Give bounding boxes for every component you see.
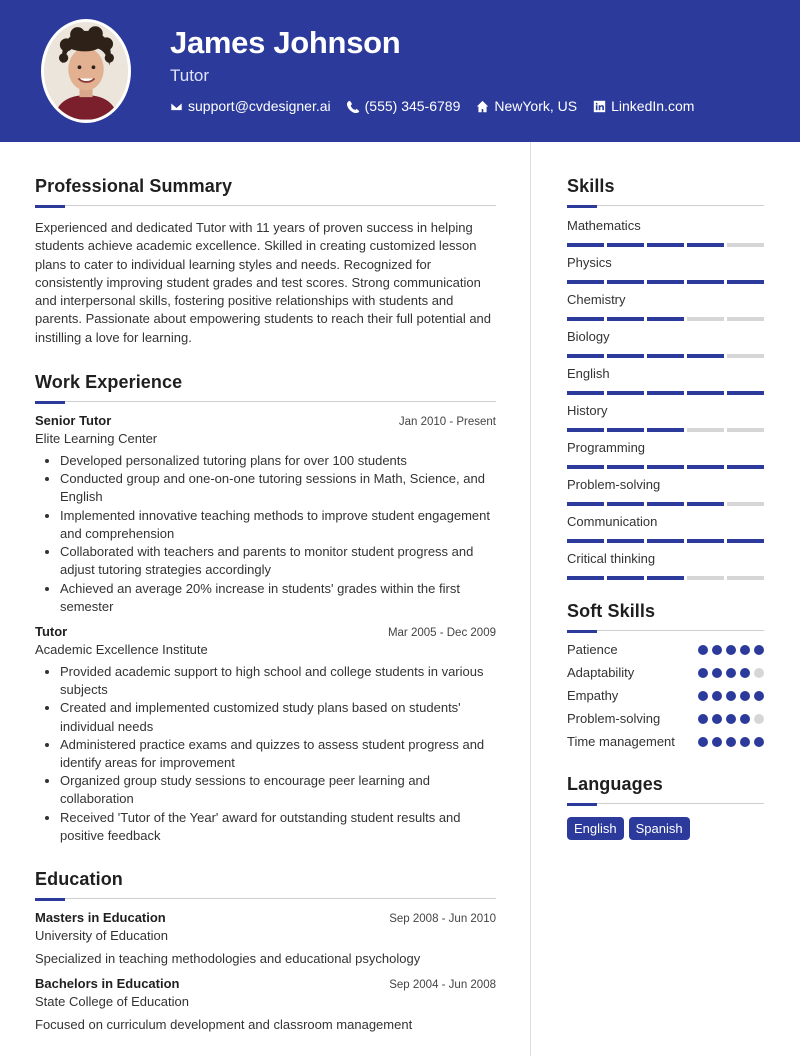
skill-bar-filled <box>647 354 684 358</box>
skill-name: History <box>567 403 608 418</box>
job-bullet: • Administered practice exams and quizzes to assess student progress and identify areas for improvement <box>60 736 496 772</box>
skill-bar-filled <box>687 502 724 506</box>
skill-bar-filled <box>567 502 604 506</box>
skill-bar-filled <box>567 317 604 321</box>
soft-skill-name: Time management <box>567 734 675 749</box>
rating-dot-empty <box>754 668 764 678</box>
skill-bar-empty <box>687 428 724 432</box>
skill-bar-empty <box>727 317 764 321</box>
skill-bar-filled <box>567 576 604 580</box>
skill-bar-filled <box>647 576 684 580</box>
education-heading: Education <box>35 868 123 889</box>
skill-bar-filled <box>607 539 644 543</box>
job-bullet: • Conducted group and one-on-one tutoring sessions in Math, Science, and English <box>60 470 496 506</box>
language-chip: Spanish <box>629 817 690 840</box>
skill-bar-filled <box>607 502 644 506</box>
soft-skill-item <box>567 733 764 751</box>
education-description: Focused on curriculum development and classroom management <box>35 1016 413 1032</box>
skill-bar-filled <box>647 391 684 395</box>
rating-dot-filled <box>712 691 722 701</box>
rating-dot-empty <box>754 714 764 724</box>
rating-dot-filled <box>726 691 736 701</box>
skill-bar-filled <box>567 243 604 247</box>
skill-bar-filled <box>727 391 764 395</box>
skill-bar-filled <box>607 428 644 432</box>
school-name: State College of Education <box>35 993 189 1009</box>
skill-level-bar <box>567 502 764 506</box>
section-divider <box>35 205 496 207</box>
job-bullet: • Achieved an average 20% increase in students' grades within the first semester <box>60 580 496 616</box>
job-entry <box>35 413 496 616</box>
skill-bar-filled <box>607 391 644 395</box>
skill-name: Mathematics <box>567 218 641 233</box>
contact-location[interactable] <box>476 98 577 114</box>
languages-section <box>567 774 764 840</box>
job-entry <box>35 624 496 845</box>
skill-item <box>567 403 764 432</box>
language-list <box>567 817 764 840</box>
rating-dot-filled <box>712 645 722 655</box>
skill-level-bar <box>567 391 764 395</box>
soft-skill-name: Problem-solving <box>567 711 661 726</box>
skills-heading: Skills <box>567 176 615 196</box>
skill-item <box>567 255 764 284</box>
main-column <box>35 176 496 1032</box>
rating-dot-filled <box>698 668 708 678</box>
skill-bar-filled <box>727 465 764 469</box>
rating-dot-filled <box>754 691 764 701</box>
skill-level-bar <box>567 243 764 247</box>
skill-level-bar <box>567 354 764 358</box>
experience-heading: Work Experience <box>35 372 183 393</box>
soft-skill-rating <box>698 668 764 678</box>
skill-bar-filled <box>647 280 684 284</box>
portrait-image <box>44 22 128 120</box>
skill-name: Biology <box>567 329 610 344</box>
soft-skills-list <box>567 641 764 751</box>
rating-dot-filled <box>726 737 736 747</box>
experience-section <box>35 372 496 845</box>
summary-heading: Professional Summary <box>35 176 233 196</box>
skill-bar-empty <box>727 502 764 506</box>
section-divider <box>567 803 764 805</box>
skill-bar-filled <box>687 539 724 543</box>
degree-name: Bachelors in Education <box>35 975 180 991</box>
rating-dot-filled <box>726 714 736 724</box>
rating-dot-filled <box>698 691 708 701</box>
skill-bar-filled <box>647 502 684 506</box>
skill-level-bar <box>567 539 764 543</box>
summary-text: Experienced and dedicated Tutor with 11 years of proven success in helping students achieve academic excellence. Skilled in creating customized lesson plans to cater to individual learning styles and needs. Recognized for consistently improving student grades and test scores. Strong communication and interpersonal skills, fostering positive relationships with students and parents. Passionate about empowering students to reach their full potential and instilling a love for learning. <box>35 220 492 345</box>
rating-dot-filled <box>754 645 764 655</box>
job-organization: Elite Learning Center <box>35 431 158 447</box>
degree-dates: Sep 2004 - Jun 2008 <box>389 978 496 991</box>
rating-dot-filled <box>740 668 750 678</box>
rating-dot-filled <box>712 714 722 724</box>
education-entry <box>35 976 496 1032</box>
skill-bar-filled <box>567 354 604 358</box>
school-name: University of Education <box>35 927 168 943</box>
summary-section <box>35 176 496 347</box>
section-divider <box>567 205 764 207</box>
job-bullet: • Created and implemented customized study plans based on students' individual needs <box>60 699 496 735</box>
skill-bar-filled <box>647 539 684 543</box>
skill-item <box>567 477 764 506</box>
skill-bar-filled <box>647 465 684 469</box>
job-role: Senior Tutor <box>35 413 112 429</box>
soft-skill-name: Adaptability <box>567 665 635 680</box>
job-dates: Mar 2005 - Dec 2009 <box>387 626 496 639</box>
skill-bar-filled <box>687 465 724 469</box>
skill-bar-filled <box>687 391 724 395</box>
skill-name: Chemistry <box>567 292 626 307</box>
skill-name: Programming <box>567 440 646 455</box>
skill-name: Critical thinking <box>567 551 656 566</box>
skill-bar-filled <box>687 280 724 284</box>
skill-item <box>567 329 764 358</box>
home-icon <box>476 100 489 113</box>
contact-email-text: support@cvdesigner.ai <box>188 98 331 114</box>
rating-dot-filled <box>740 645 750 655</box>
envelope-icon <box>170 100 183 113</box>
job-bullet: • Collaborated with teachers and parents to monitor student progress and adjust tutoring strategies accordingly <box>60 543 496 579</box>
job-bullet: • Organized group study sessions to encourage peer learning and collaboration <box>60 772 496 808</box>
skill-level-bar <box>567 428 764 432</box>
skill-bar-empty <box>727 576 764 580</box>
skill-level-bar <box>567 280 764 284</box>
skill-bar-filled <box>567 280 604 284</box>
skill-bar-filled <box>607 243 644 247</box>
column-divider <box>530 142 531 1056</box>
rating-dot-filled <box>740 691 750 701</box>
skill-bar-filled <box>687 243 724 247</box>
job-bullets <box>35 452 496 616</box>
skill-name: Problem-solving <box>567 477 661 492</box>
avatar <box>41 19 131 123</box>
skill-name: Communication <box>567 514 658 529</box>
soft-skill-item <box>567 641 764 659</box>
skill-bar-filled <box>567 391 604 395</box>
soft-skill-item <box>567 710 764 728</box>
skill-level-bar <box>567 317 764 321</box>
contact-phone-text: (555) 345-6789 <box>364 98 461 114</box>
degree-dates: Sep 2008 - Jun 2010 <box>389 912 496 925</box>
resume-header <box>0 0 800 142</box>
skill-bar-filled <box>567 428 604 432</box>
job-dates: Jan 2010 - Present <box>398 416 496 429</box>
soft-skill-rating <box>698 714 764 724</box>
skill-bar-filled <box>607 576 644 580</box>
soft-skill-item <box>567 687 764 705</box>
skill-level-bar <box>567 576 764 580</box>
rating-dot-filled <box>698 645 708 655</box>
rating-dot-filled <box>712 737 722 747</box>
skill-item <box>567 292 764 321</box>
soft-skill-name: Patience <box>567 642 618 657</box>
phone-icon <box>347 100 360 113</box>
soft-skill-rating <box>698 691 764 701</box>
skill-bar-empty <box>727 354 764 358</box>
skill-bar-filled <box>607 465 644 469</box>
rating-dot-filled <box>698 714 708 724</box>
education-description: Specialized in teaching methodologies and educational psychology <box>35 950 421 966</box>
skill-bar-filled <box>567 539 604 543</box>
job-organization: Academic Excellence Institute <box>35 641 208 657</box>
skill-bar-empty <box>687 576 724 580</box>
rating-dot-filled <box>712 668 722 678</box>
skill-bar-filled <box>687 354 724 358</box>
section-divider <box>567 630 764 632</box>
skill-bar-filled <box>647 243 684 247</box>
languages-heading: Languages <box>567 774 663 794</box>
skill-bar-filled <box>607 354 644 358</box>
skills-list <box>567 218 764 580</box>
skill-item <box>567 366 764 395</box>
rating-dot-filled <box>726 668 736 678</box>
rating-dot-filled <box>754 737 764 747</box>
degree-name: Masters in Education <box>35 909 166 925</box>
linkedin-icon <box>593 100 606 113</box>
soft-skills-heading: Soft Skills <box>567 601 656 621</box>
skill-bar-filled <box>727 539 764 543</box>
skill-name: English <box>567 366 610 381</box>
skill-item <box>567 551 764 580</box>
job-bullet: • Developed personalized tutoring plans for over 100 students <box>60 452 496 470</box>
rating-dot-filled <box>726 645 736 655</box>
skill-bar-filled <box>607 317 644 321</box>
skill-name: Physics <box>567 255 612 270</box>
contact-linkedin[interactable] <box>593 98 694 114</box>
skill-bar-empty <box>727 243 764 247</box>
job-bullet: • Provided academic support to high school and college students in various subjects <box>60 663 496 699</box>
skills-section <box>567 176 764 580</box>
job-role: Tutor <box>35 623 68 639</box>
sidebar-column <box>567 176 764 840</box>
soft-skill-rating <box>698 645 764 655</box>
skill-bar-filled <box>567 465 604 469</box>
soft-skill-rating <box>698 737 764 747</box>
contact-phone[interactable] <box>347 98 461 114</box>
skill-bar-empty <box>727 428 764 432</box>
contact-bar <box>170 98 710 114</box>
job-bullet: • Implemented innovative teaching methods to improve student engagement and comprehension <box>60 507 496 543</box>
skill-level-bar <box>567 465 764 469</box>
skill-bar-filled <box>607 280 644 284</box>
job-bullet: • Received 'Tutor of the Year' award for outstanding student results and positive feedback <box>60 809 496 845</box>
skill-item <box>567 218 764 247</box>
skill-bar-filled <box>727 280 764 284</box>
education-entry <box>35 910 496 966</box>
candidate-name: James Johnson <box>170 25 401 60</box>
contact-email[interactable] <box>170 98 331 114</box>
skill-bar-filled <box>647 317 684 321</box>
skill-item <box>567 440 764 469</box>
education-section <box>35 869 496 1032</box>
section-divider <box>35 898 496 900</box>
soft-skill-name: Empathy <box>567 688 619 703</box>
section-divider <box>35 401 496 403</box>
language-chip: English <box>567 817 624 840</box>
skill-item <box>567 514 764 543</box>
soft-skills-section <box>567 601 764 751</box>
job-bullets <box>35 663 496 845</box>
rating-dot-filled <box>740 714 750 724</box>
soft-skill-item <box>567 664 764 682</box>
candidate-title: Tutor <box>170 66 210 85</box>
skill-bar-empty <box>687 317 724 321</box>
skill-bar-filled <box>647 428 684 432</box>
rating-dot-filled <box>740 737 750 747</box>
contact-location-text: NewYork, US <box>494 98 578 114</box>
contact-linkedin-text: LinkedIn.com <box>611 98 695 114</box>
rating-dot-filled <box>698 737 708 747</box>
